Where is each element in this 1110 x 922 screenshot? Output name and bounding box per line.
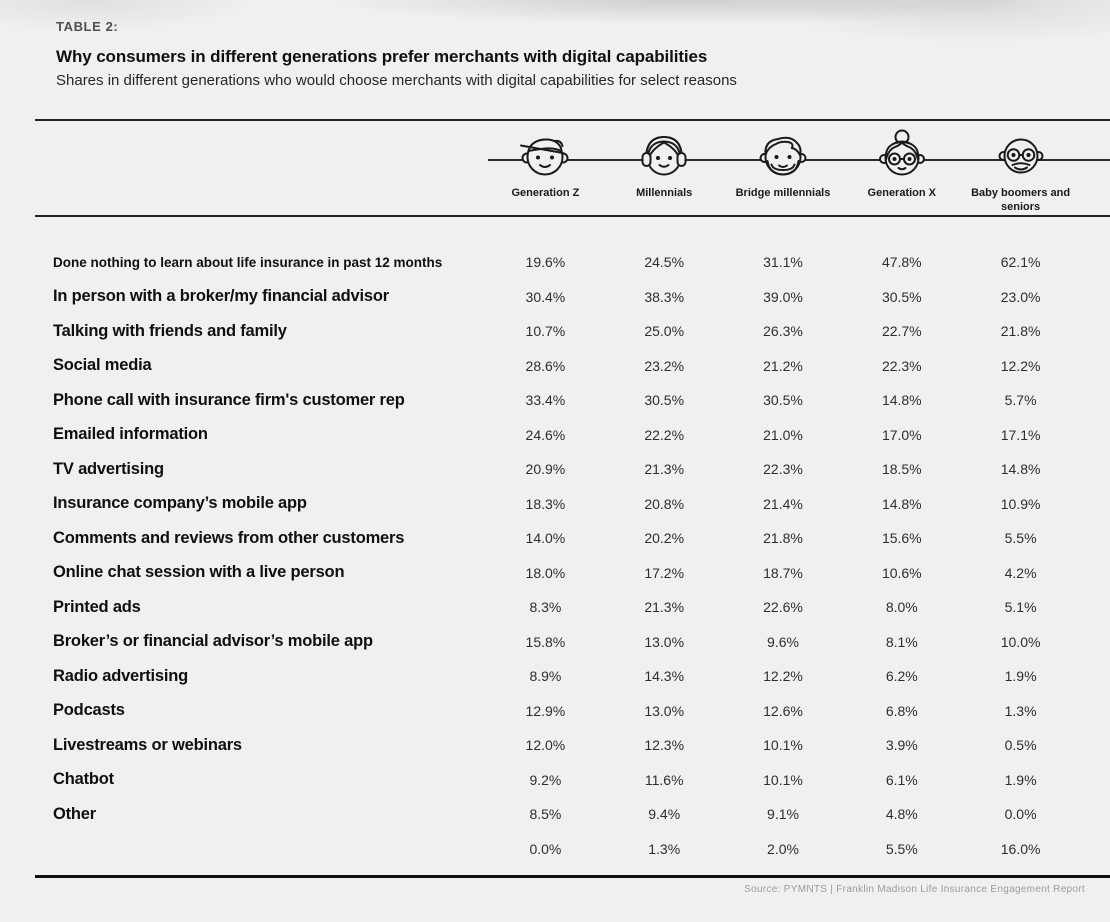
row-label: Online chat session with a live person xyxy=(53,563,345,582)
cell-value: 5.7% xyxy=(1004,392,1037,409)
cell-value: 30.5% xyxy=(881,288,922,305)
row-label: Emailed information xyxy=(53,425,208,444)
cell-value: 4.8% xyxy=(885,806,918,823)
cell-value: 8.5% xyxy=(529,806,562,823)
row-label: Other xyxy=(53,804,97,823)
row-values xyxy=(486,565,1080,581)
column-header-label: Generation Z xyxy=(511,187,580,199)
row-values xyxy=(486,737,1080,753)
cell-value: 23.0% xyxy=(1000,288,1041,305)
row-label: Comments and reviews from other customers xyxy=(53,528,405,547)
millennial-headphones-face-icon xyxy=(638,128,690,180)
cell-value: 0.0% xyxy=(529,840,562,857)
table-row xyxy=(0,349,1110,384)
row-values xyxy=(486,323,1080,339)
column-headers xyxy=(486,128,1080,215)
cell-value: 21.0% xyxy=(763,426,803,443)
cell-value: 9.4% xyxy=(648,806,681,823)
top-divider xyxy=(35,119,1110,121)
cell-value: 14.8% xyxy=(881,495,922,512)
cell-value: 10.0% xyxy=(1000,633,1041,650)
cell-value: 6.1% xyxy=(885,771,918,788)
table-row xyxy=(0,521,1110,556)
row-values xyxy=(486,530,1080,546)
table-body xyxy=(0,245,1110,866)
cell-value: 12.6% xyxy=(763,702,803,719)
cell-value: 1.3% xyxy=(1004,702,1037,719)
cell-value: 21.8% xyxy=(1000,323,1041,340)
cell-value: 22.3% xyxy=(881,357,922,374)
cell-value: 8.9% xyxy=(529,668,562,685)
cell-value: 24.6% xyxy=(525,426,566,443)
column-header-label: Bridge millennials xyxy=(735,187,831,199)
table-row xyxy=(0,590,1110,625)
cell-value: 2.0% xyxy=(767,840,799,857)
row-label: Radio advertising xyxy=(53,666,189,685)
cell-value: 12.2% xyxy=(763,668,803,685)
cell-value: 23.2% xyxy=(644,357,685,374)
figure-header xyxy=(56,19,737,89)
baby-boomer-glasses-face-icon xyxy=(995,128,1047,180)
cell-value: 3.9% xyxy=(885,737,918,754)
cell-value: 17.0% xyxy=(881,426,922,443)
cell-value: 9.1% xyxy=(767,806,799,823)
cell-value: 4.2% xyxy=(1004,564,1037,581)
figure-title: Why consumers in different generations prefer merchants with digital capabilities xyxy=(56,47,708,66)
bridge-millennial-bearded-face-icon xyxy=(757,128,809,180)
cell-value: 24.5% xyxy=(644,254,685,271)
cell-value: 18.0% xyxy=(525,564,566,581)
cell-value: 1.9% xyxy=(1004,771,1037,788)
figure-subtitle: Shares in different generations who would choose merchants with digital capabilities for select reasons xyxy=(56,72,737,89)
cell-value: 62.1% xyxy=(1000,254,1041,271)
cell-value: 14.0% xyxy=(525,530,566,547)
cell-value: 18.5% xyxy=(881,461,922,478)
cell-value: 6.2% xyxy=(885,668,918,685)
row-values xyxy=(486,289,1080,305)
row-label: Social media xyxy=(53,356,152,375)
cell-value: 20.8% xyxy=(644,495,685,512)
table-row xyxy=(0,763,1110,798)
cell-value: 10.9% xyxy=(1000,495,1041,512)
source-attribution: Source: PYMNTS | Franklin Madison Life Insurance Engagement Report xyxy=(744,884,1085,895)
column-header-label: Baby boomers and seniors xyxy=(971,187,1071,214)
cell-value: 18.7% xyxy=(763,564,803,581)
row-label: Chatbot xyxy=(53,770,114,789)
cell-value: 0.0% xyxy=(1004,806,1037,823)
cell-value: 30.5% xyxy=(644,392,685,409)
row-values xyxy=(486,599,1080,615)
cell-value: 8.0% xyxy=(885,599,918,616)
row-label: In person with a broker/my financial advisor xyxy=(53,287,389,306)
table-row xyxy=(0,452,1110,487)
table-row xyxy=(0,694,1110,729)
bottom-divider xyxy=(35,875,1110,878)
cell-value: 13.0% xyxy=(644,633,685,650)
row-values xyxy=(486,841,1080,857)
cell-value: 0.5% xyxy=(1004,737,1037,754)
cell-value: 12.0% xyxy=(525,737,566,754)
cell-value: 21.3% xyxy=(644,599,685,616)
cell-value: 11.6% xyxy=(644,771,684,788)
row-label: Podcasts xyxy=(53,701,125,720)
row-values xyxy=(486,254,1080,270)
row-label: Insurance company’s mobile app xyxy=(53,494,307,513)
cell-value: 12.3% xyxy=(644,737,685,754)
cell-value: 12.9% xyxy=(525,702,566,719)
cell-value: 17.2% xyxy=(644,564,685,581)
cell-value: 20.9% xyxy=(525,461,566,478)
table-row xyxy=(0,280,1110,315)
row-values xyxy=(486,634,1080,650)
cell-value: 12.2% xyxy=(1000,357,1041,374)
table-row xyxy=(0,659,1110,694)
cell-value: 28.6% xyxy=(525,357,566,374)
table-row xyxy=(0,556,1110,591)
cell-value: 5.1% xyxy=(1004,599,1037,616)
column-header-label: Generation X xyxy=(867,187,937,199)
row-values xyxy=(486,427,1080,443)
cell-value: 14.8% xyxy=(881,392,922,409)
table-row xyxy=(0,418,1110,453)
column-header xyxy=(605,128,724,215)
column-header xyxy=(724,128,843,215)
row-label: TV advertising xyxy=(53,459,164,478)
cell-value: 17.1% xyxy=(1000,426,1041,443)
row-values xyxy=(486,496,1080,512)
row-label: Broker’s or financial advisor’s mobile app xyxy=(53,632,373,651)
cell-value: 18.3% xyxy=(525,495,566,512)
row-values xyxy=(486,461,1080,477)
cell-value: 13.0% xyxy=(644,702,685,719)
cell-value: 30.5% xyxy=(763,392,803,409)
row-label: Done nothing to learn about life insurance in past 12 months xyxy=(53,254,443,270)
row-values xyxy=(486,392,1080,408)
table-row xyxy=(0,728,1110,763)
cell-value: 10.1% xyxy=(763,771,803,788)
cell-value: 21.2% xyxy=(763,357,803,374)
row-label: Livestreams or webinars xyxy=(53,735,242,754)
gen-z-capped-face-icon xyxy=(519,128,571,180)
column-header xyxy=(486,128,605,215)
table-row xyxy=(0,797,1110,832)
cell-value: 15.6% xyxy=(881,530,922,547)
cell-value: 20.2% xyxy=(644,530,685,547)
cell-value: 39.0% xyxy=(763,288,803,305)
row-label: Printed ads xyxy=(53,597,141,616)
cell-value: 22.7% xyxy=(881,323,922,340)
cell-value: 1.9% xyxy=(1004,668,1037,685)
table-row xyxy=(0,314,1110,349)
cell-value: 47.8% xyxy=(881,254,922,271)
cell-value: 10.6% xyxy=(881,564,922,581)
column-header-label: Millennials xyxy=(636,187,693,199)
cell-value: 33.4% xyxy=(525,392,566,409)
cell-value: 10.7% xyxy=(525,323,566,340)
cell-value: 19.6% xyxy=(525,254,566,271)
row-label: Talking with friends and family xyxy=(53,321,287,340)
cell-value: 22.2% xyxy=(644,426,685,443)
table-row xyxy=(0,832,1110,867)
cell-value: 22.3% xyxy=(763,461,803,478)
cell-value: 26.3% xyxy=(763,323,803,340)
cell-value: 22.6% xyxy=(763,599,803,616)
cell-value: 1.3% xyxy=(648,840,681,857)
table-number-label: TABLE 2: xyxy=(56,19,119,34)
row-label: Phone call with insurance firm's customer rep xyxy=(53,390,405,409)
header-divider xyxy=(35,215,1110,217)
cell-value: 5.5% xyxy=(885,840,918,857)
cell-value: 8.3% xyxy=(529,599,562,616)
cell-value: 30.4% xyxy=(525,288,566,305)
cell-value: 38.3% xyxy=(644,288,685,305)
cell-value: 10.1% xyxy=(763,737,803,754)
table-row xyxy=(0,487,1110,522)
cell-value: 6.8% xyxy=(885,702,918,719)
cell-value: 16.0% xyxy=(1000,840,1041,857)
cell-value: 21.4% xyxy=(763,495,803,512)
row-values xyxy=(486,806,1080,822)
table-row xyxy=(0,383,1110,418)
row-values xyxy=(486,772,1080,788)
cell-value: 21.8% xyxy=(763,530,803,547)
cell-value: 14.8% xyxy=(1000,461,1041,478)
cell-value: 25.0% xyxy=(644,323,685,340)
row-values xyxy=(486,668,1080,684)
cell-value: 14.3% xyxy=(644,668,685,685)
row-values xyxy=(486,703,1080,719)
table-row xyxy=(0,245,1110,280)
cell-value: 9.2% xyxy=(529,771,562,788)
gen-x-bun-glasses-face-icon xyxy=(876,128,928,180)
column-header xyxy=(842,128,961,215)
cell-value: 31.1% xyxy=(763,254,803,271)
cell-value: 15.8% xyxy=(525,633,566,650)
column-header xyxy=(961,128,1080,215)
cell-value: 8.1% xyxy=(885,633,918,650)
cell-value: 5.5% xyxy=(1004,530,1037,547)
row-values xyxy=(486,358,1080,374)
cell-value: 21.3% xyxy=(644,461,685,478)
cell-value: 9.6% xyxy=(767,633,799,650)
table-row xyxy=(0,625,1110,660)
